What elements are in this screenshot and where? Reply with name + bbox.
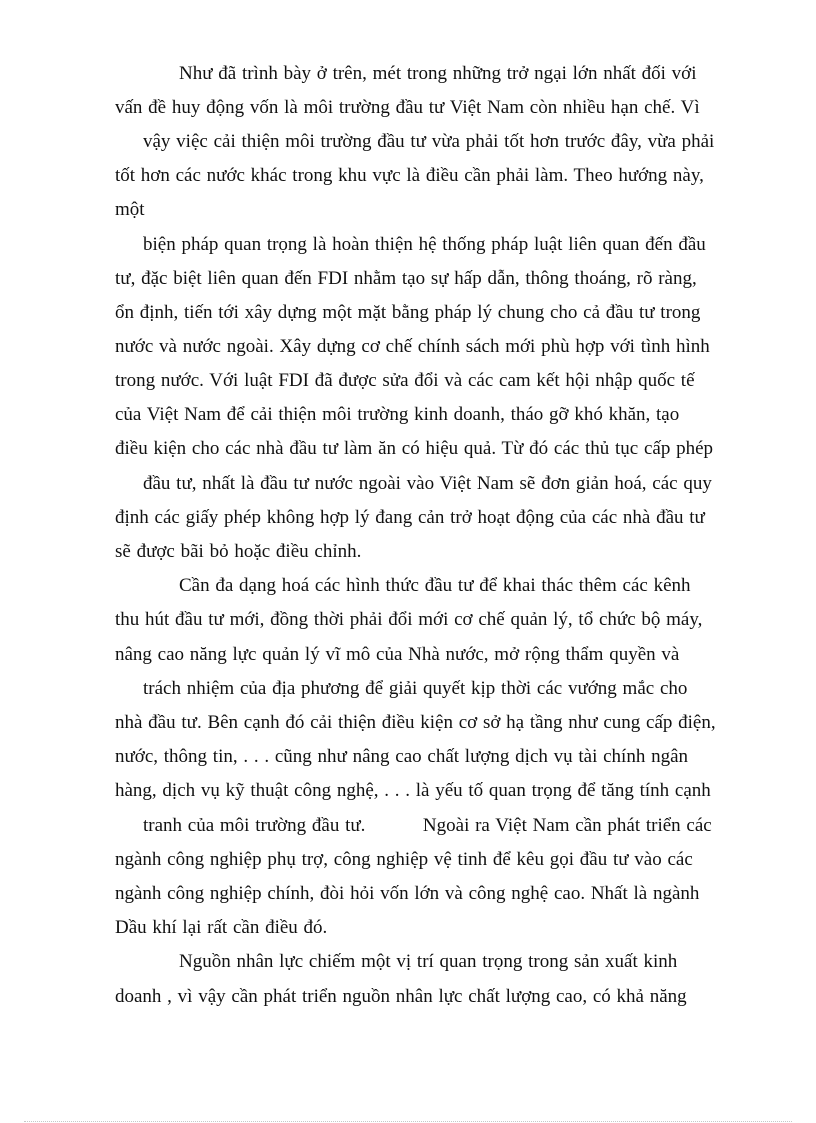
text-line: nhà đầu tư. Bên cạnh đó cải thiện điều kiện cơ sở hạ tầng như cung cấp điện, <box>115 712 716 733</box>
text-line: vấn đề huy động vốn là môi trường đầu tư Việt Nam còn nhiều hạn chế. Vì <box>115 97 700 118</box>
text-line: vậy việc cải thiện môi trường đầu tư vừa phải tốt hơn trước đây, vừa phải <box>143 131 715 152</box>
text-line: Như đã trình bày ở trên, mét trong những trở ngại lớn nhất đối với <box>179 63 697 84</box>
text-line: ổn định, tiến tới xây dựng một mặt bằng pháp lý chung cho cả đầu tư trong <box>115 302 701 323</box>
text-line: đầu tư, nhất là đầu tư nước ngoài vào Việt Nam sẽ đơn giản hoá, các quy <box>143 473 712 494</box>
text-line: nâng cao năng lực quản lý vĩ mô của Nhà nước, mở rộng thẩm quyền và <box>115 644 680 665</box>
text-line: ngành công nghiệp phụ trợ, công nghiệp vệ tinh để kêu gọi đầu tư vào các <box>115 849 693 870</box>
text-line: trong nước. Với luật FDI đã được sửa đổi và các cam kết hội nhập quốc tế <box>115 370 695 391</box>
text-line: ngành công nghiệp chính, đòi hỏi vốn lớn và công nghệ cao. Nhất là ngành <box>115 883 700 904</box>
text-line: một <box>115 199 145 220</box>
text-line: doanh , vì vậy cần phát triển nguồn nhân lực chất lượng cao, có khả năng <box>115 986 687 1007</box>
text-line: trách nhiệm của địa phương để giải quyết kịp thời các vướng mắc cho <box>143 678 688 699</box>
text-line: Nguồn nhân lực chiếm một vị trí quan trọng trong sản xuất kinh <box>179 951 678 972</box>
text-line: sẽ được bãi bỏ hoặc điều chỉnh. <box>115 541 362 562</box>
text-line: thu hút đầu tư mới, đồng thời phải đổi mới cơ chế quản lý, tổ chức bộ máy, <box>115 609 703 630</box>
text-line: nước và nước ngoài. Xây dựng cơ chế chính sách mới phù hợp với tình hình <box>115 336 710 357</box>
page-bottom-rule <box>24 1121 792 1122</box>
text-line: định các giấy phép không hợp lý đang cản trở hoạt động của các nhà đầu tư <box>115 507 705 528</box>
text-line: Cần đa dạng hoá các hình thức đầu tư để khai thác thêm các kênh <box>179 575 691 596</box>
text-line: biện pháp quan trọng là hoàn thiện hệ thống pháp luật liên quan đến đầu <box>143 234 706 255</box>
text-line: nước, thông tin, . . . cũng như nâng cao chất lượng dịch vụ tài chính ngân <box>115 746 689 767</box>
text-line: tranh của môi trường đầu tư. Ngoài ra Việt Nam cần phát triển các <box>143 815 712 836</box>
text-line: Dầu khí lại rất cần điều đó. <box>115 917 328 938</box>
text-line: hàng, dịch vụ kỹ thuật công nghệ, . . . là yếu tố quan trọng để tăng tính cạnh <box>115 780 711 801</box>
text-line: tốt hơn các nước khác trong khu vực là điều cần phải làm. Theo hướng này, <box>115 165 704 186</box>
text-line: tư, đặc biệt liên quan đến FDI nhằm tạo sự hấp dẫn, thông thoáng, rõ ràng, <box>115 268 697 289</box>
text-line: của Việt Nam để cải thiện môi trường kinh doanh, tháo gỡ khó khăn, tạo <box>115 404 680 425</box>
text-line: điều kiện cho các nhà đầu tư làm ăn có hiệu quả. Từ đó các thủ tục cấp phép <box>115 438 714 459</box>
